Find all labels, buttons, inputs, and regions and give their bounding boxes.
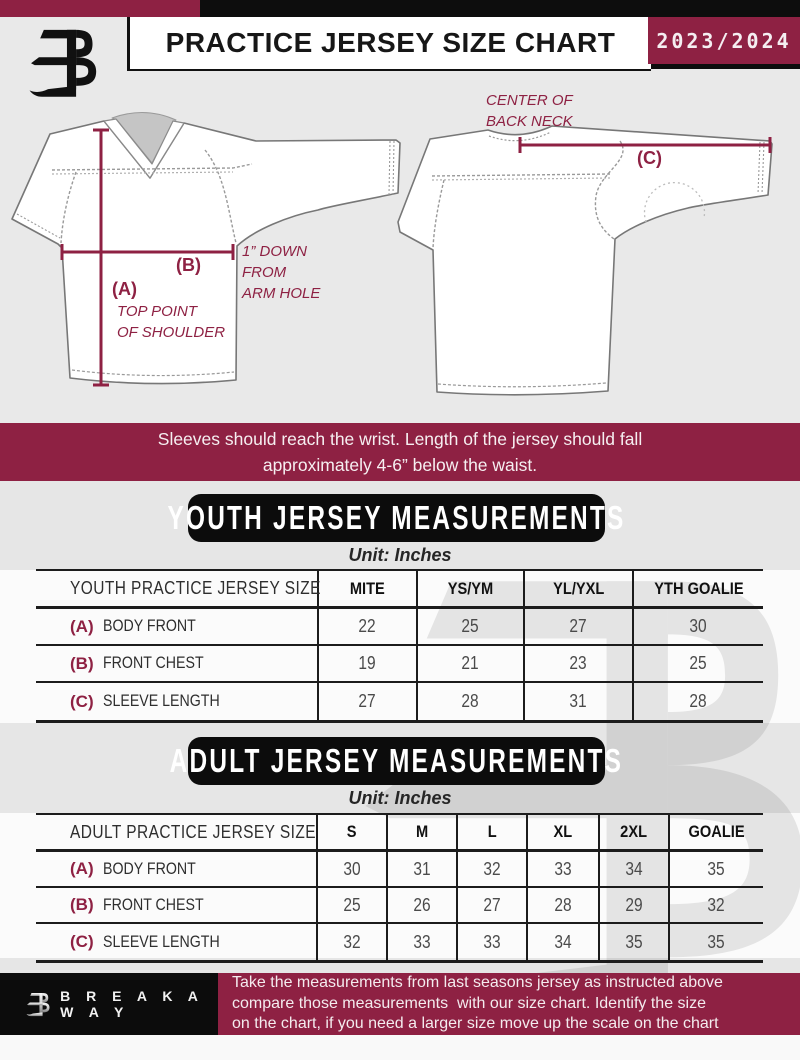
front-a-caption: TOP POINT OF SHOULDER	[117, 303, 226, 341]
cell-value: 28	[461, 691, 480, 711]
cell-value: 30	[689, 616, 708, 636]
fit-note-banner	[0, 423, 800, 481]
footer-brand-block	[0, 973, 218, 1035]
season-badge	[648, 17, 800, 64]
season-label: 2023/2024	[656, 28, 792, 53]
adult-unit-label: Unit: Inches	[348, 788, 452, 808]
row-key: (B)	[70, 895, 94, 914]
cell-value: 26	[413, 894, 431, 915]
cell-value: 25	[343, 894, 361, 915]
row-key: (B)	[70, 653, 94, 673]
cell-value: 35	[707, 931, 726, 952]
cell-value: 27	[569, 616, 588, 636]
cell-value: 32	[707, 894, 726, 915]
cell-value: 21	[461, 653, 480, 673]
youth-section-header	[167, 494, 626, 542]
adult-col-header: XL	[553, 822, 573, 841]
cell-value: 27	[483, 894, 501, 915]
adult-table-row	[36, 888, 763, 924]
adult-col-header: M	[415, 822, 429, 841]
back-jersey-diagram	[398, 126, 772, 395]
youth-size-table	[36, 569, 763, 723]
cell-value: 27	[358, 691, 377, 711]
adult-section-title: ADULT JERSEY MEASUREMENTS	[169, 742, 624, 779]
header-maroon-strip	[0, 0, 207, 17]
row-label: SLEEVE LENGTH	[102, 932, 220, 951]
adult-col-header: ADULT PRACTICE JERSEY SIZE	[70, 821, 317, 842]
row-label: FRONT CHEST	[102, 895, 204, 914]
cell-value: 29	[625, 894, 643, 915]
youth-unit-label: Unit: Inches	[348, 545, 452, 565]
footer-note-line1: Take the measurements from last seasons jersey as instructed above	[232, 974, 723, 992]
youth-col-header: YL/YXL	[552, 578, 605, 598]
row-label: SLEEVE LENGTH	[102, 692, 220, 710]
cell-value: 25	[461, 616, 480, 636]
jersey-diagrams	[0, 90, 800, 420]
front-label-b: (B)	[176, 255, 201, 275]
adult-col-header: L	[487, 822, 497, 841]
row-key: (C)	[70, 691, 94, 711]
cell-value: 33	[483, 931, 501, 952]
cell-value: 30	[343, 858, 361, 879]
breakaway-logo-icon	[28, 24, 98, 102]
adult-table-row	[36, 924, 763, 960]
youth-col-header: YS/YM	[447, 578, 494, 598]
youth-col-header: MITE	[350, 578, 385, 598]
cell-value: 32	[343, 931, 361, 952]
adult-col-header: 2XL	[620, 822, 648, 841]
adult-col-header: S	[347, 822, 357, 841]
row-label: BODY FRONT	[102, 859, 196, 878]
back-c-caption: CENTER OF BACK NECK	[486, 92, 573, 130]
footer-note-block	[218, 973, 800, 1035]
youth-table-header-row	[36, 571, 763, 609]
row-key: (A)	[70, 859, 94, 878]
cell-value: 32	[483, 858, 501, 879]
cell-value: 35	[707, 858, 726, 879]
cell-value: 22	[358, 616, 377, 636]
cell-value: 23	[569, 653, 588, 673]
youth-table-row	[36, 646, 763, 683]
title-box	[127, 17, 651, 71]
front-label-a: (A)	[112, 279, 137, 299]
adult-section-header	[169, 737, 624, 785]
row-key: (C)	[70, 932, 94, 951]
fit-note-line1: Sleeves should reach the wrist. Length of the jersey should fall	[157, 429, 643, 449]
cell-value: 31	[413, 858, 431, 879]
youth-col-header: YTH GOALIE	[653, 578, 744, 598]
adult-table-row	[36, 852, 763, 888]
youth-section-title: YOUTH JERSEY MEASUREMENTS	[167, 499, 626, 536]
cell-value: 19	[358, 653, 377, 673]
adult-table-header-row	[36, 815, 763, 852]
cell-value: 34	[554, 931, 572, 952]
footer-note-line3: on the chart, if you need a larger size move up the scale on the chart	[232, 1015, 719, 1033]
back-label-c: (C)	[637, 148, 662, 168]
cell-value: 35	[625, 931, 643, 952]
footer-note-line2: compare those measurements with our size chart. Identify the size	[232, 994, 706, 1012]
cell-value: 33	[554, 858, 572, 879]
row-key: (A)	[70, 616, 94, 636]
cell-value: 28	[689, 691, 708, 711]
cell-value: 25	[689, 653, 708, 673]
cell-value: 28	[554, 894, 572, 915]
cell-value: 33	[413, 931, 431, 952]
row-label: BODY FRONT	[102, 617, 196, 635]
youth-table-row	[36, 683, 763, 720]
page-title: PRACTICE JERSEY SIZE CHART	[165, 27, 616, 58]
adult-size-table	[36, 813, 763, 963]
cell-value: 31	[569, 691, 588, 711]
footer-brand-name: B R E A K A W A Y	[60, 988, 204, 1020]
youth-col-header: YOUTH PRACTICE JERSEY SIZE	[70, 578, 321, 598]
breakaway-footer-logo-icon	[26, 986, 50, 1023]
adult-col-header: GOALIE	[688, 822, 745, 841]
fit-note-line2: approximately 4-6” below the waist.	[262, 455, 538, 475]
youth-table-row	[36, 609, 763, 646]
front-b-caption: 1” DOWN FROM ARM HOLE	[242, 243, 321, 302]
cell-value: 34	[625, 858, 643, 879]
row-label: FRONT CHEST	[102, 654, 204, 672]
